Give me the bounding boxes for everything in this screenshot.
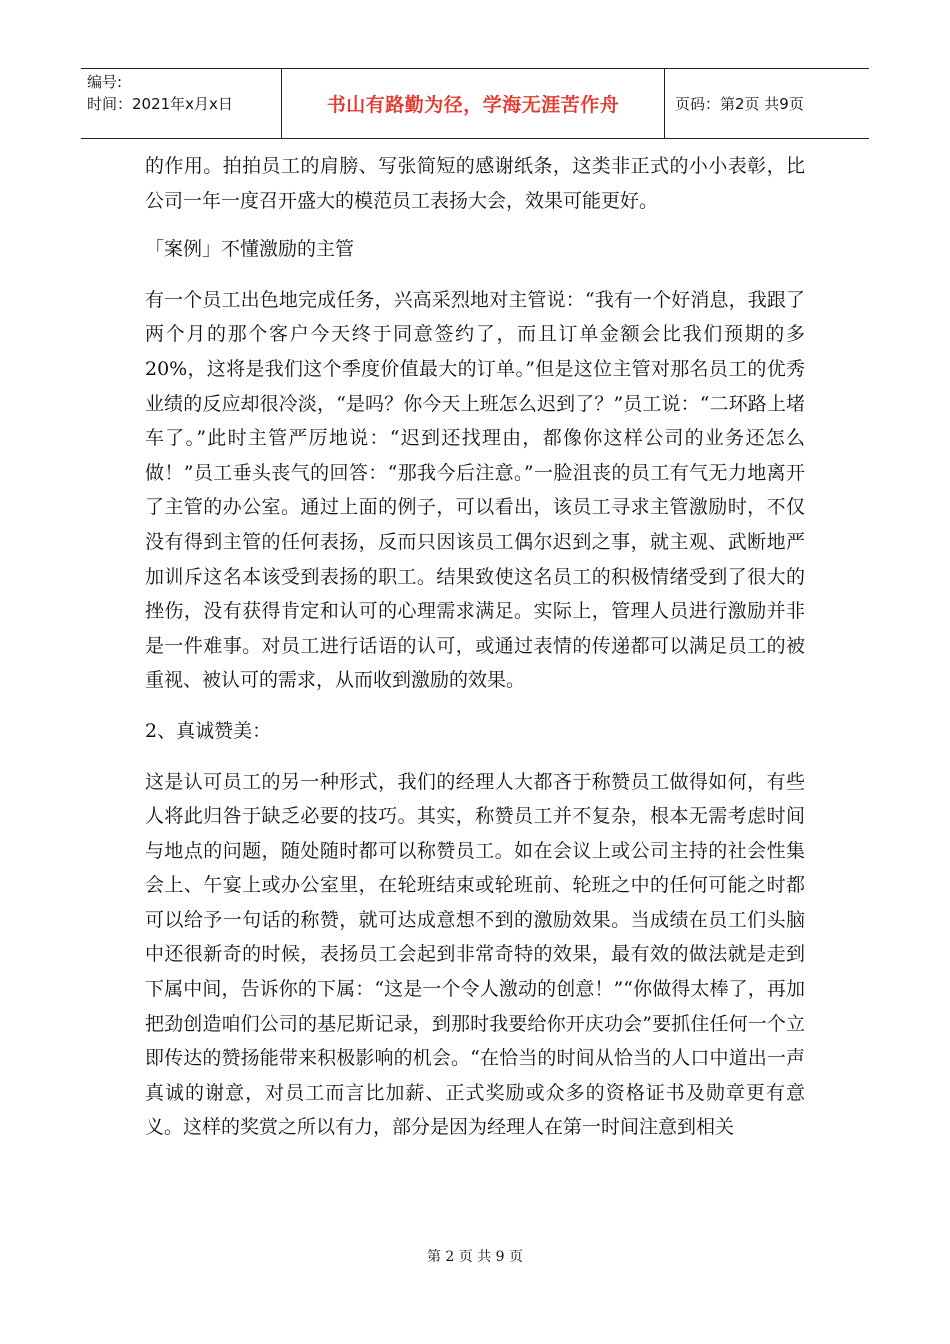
body-paragraph: 的作用。拍拍员工的肩膀、写张简短的感谢纸条，这类非正式的小小表彰，比公司一年一度召开盛大的模范员工表扬大会，效果可能更好。 <box>145 155 805 212</box>
document-date-label: 时间：2021年x月x日 <box>87 95 233 113</box>
header-page-info: 页码：第2页 共9页 <box>675 95 804 113</box>
page-footer: 第 2 页 共 9 页 <box>426 1249 524 1265</box>
header-motto: 书山有路勤为径，学海无涯苦作舟 <box>281 69 665 138</box>
body-paragraph: 有一个员工出色地完成任务，兴高采烈地对主管说：“我有一个好消息，我跟了两个月的那个客户今天终于同意签约了，而且订单金额会比我们预期的多20%，这将是我们这个季度价值最大的订单。”但是这位主管对那名员工的优秀业绩的反应却很冷淡，“是吗？你今天上班怎么迟到了？”员工说：“二环路上堵车了。”此时主管严厉地说：“迟到还找理由，都像你这样公司的业务还怎么做！”员工垂头丧气的回答：“那我今后注意。”一脸沮丧的员工有气无力地离开了主管的办公室。通过上面的例子，可以看出，该员工寻求主管激励时，不仅没有得到主管的任何表扬，反而只因该员工偶尔迟到之事，就主观、武断地严加训斥这名本该受到表扬的职工。结果致使这名员工的积极情绪受到了很大的挫伤，没有获得肯定和认可的心理需求满足。实际上，管理人员进行激励并非是一件难事。对员工进行话语的认可，或通过表情的传递都可以满足员工的被重视、被认可的需求，从而收到激励的效果。 <box>145 288 805 692</box>
header-meta <box>81 69 281 138</box>
page-header <box>81 68 869 139</box>
case-heading: 「案例」不懂激励的主管 <box>145 238 355 261</box>
document-body <box>145 149 805 1161</box>
document-number-label: 编号: <box>87 73 123 91</box>
body-paragraph: 这是认可员工的另一种形式，我们的经理人大都吝于称赞员工做得如何，有些人将此归咎于缺乏必要的技巧。其实，称赞员工并不复杂，根本无需考虑时间与地点的问题，随处随时都可以称赞员工。如在会议上或公司主持的社会性集会上、午宴上或办公室里，在轮班结束或轮班前、轮班之中的任何可能之时都可以给予一句话的称赞，就可达成意想不到的激励效果。当成绩在员工们头脑中还很新奇的时候，表扬员工会起到非常奇特的效果，最有效的做法就是走到下属中间，告诉你的下属：“这是一个令人激动的创意！”“你做得太棒了，再加把劲创造咱们公司的基尼斯记录，到那时我要给你开庆功会”要抓住任何一个立即传达的赞扬能带来积极影响的机会。“在恰当的时间从恰当的人口中道出一声真诚的谢意，对员工而言比加薪、正式奖励或众多的资格证书及勋章更有意义。这样的奖赏之所以有力，部分是因为经理人在第一时间注意到相关 <box>145 770 805 1139</box>
section-heading: 2、真诚赞美： <box>145 719 272 742</box>
